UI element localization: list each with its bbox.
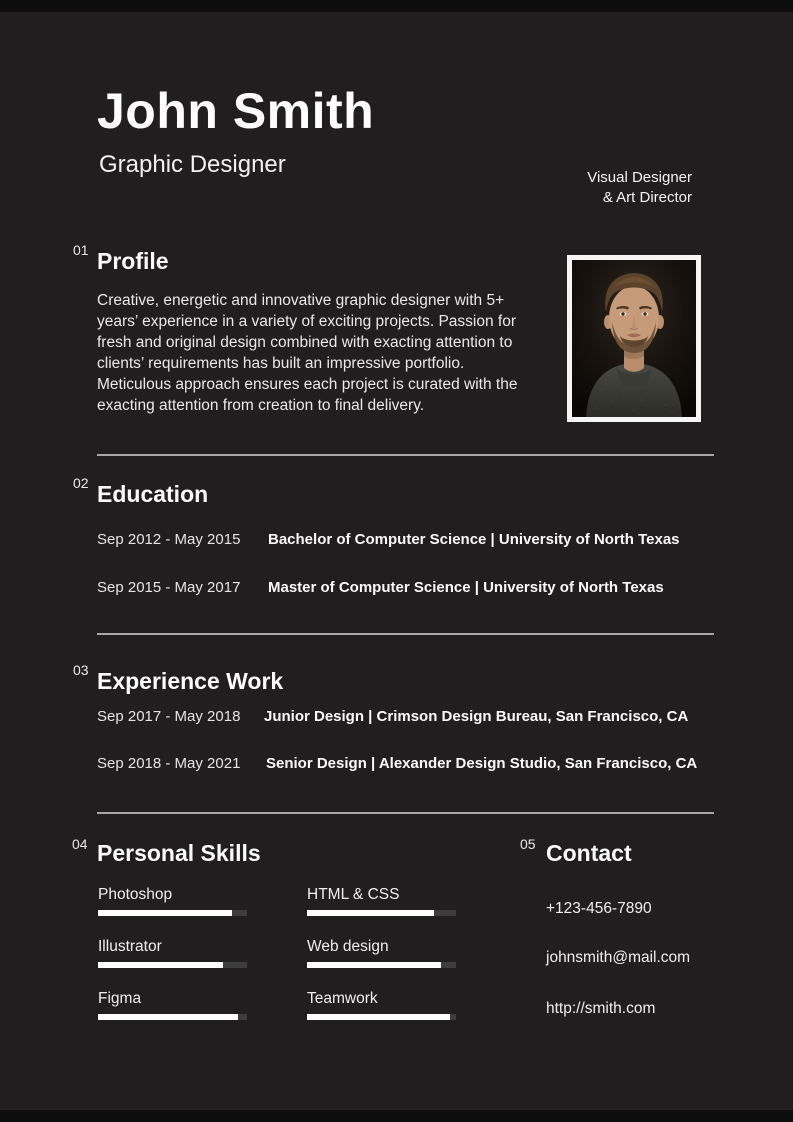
skill-bar: [98, 910, 247, 916]
education-row-detail: Bachelor of Computer Science | University of North Texas: [268, 531, 680, 548]
skills-section-number: 04: [72, 836, 88, 852]
experience-section-number: 03: [73, 662, 89, 678]
skill-bar: [98, 962, 247, 968]
skills-heading: Personal Skills: [97, 840, 261, 866]
skill-bar-fill: [98, 1014, 238, 1020]
side-title-line2: & Art Director: [602, 189, 692, 206]
skill-bar: [307, 910, 456, 916]
contact-website[interactable]: http://smith.com: [546, 1000, 656, 1017]
skill-bar-fill: [307, 962, 441, 968]
portrait-photo-image: [572, 260, 696, 417]
contact-heading: Contact: [546, 840, 632, 866]
skill-label: Photoshop: [98, 886, 173, 903]
side-title-line1: Visual Designer: [587, 169, 692, 186]
experience-row-detail: Senior Design | Alexander Design Studio, San Francisco, CA: [266, 755, 698, 772]
skill-bar: [307, 1014, 456, 1020]
skill-bar: [98, 1014, 247, 1020]
contact-section-number: 05: [520, 836, 536, 852]
profile-heading: Profile: [97, 248, 169, 274]
skill-bar-fill: [98, 910, 232, 916]
divider-experience-skills: [97, 812, 714, 814]
person-name: John Smith: [97, 83, 375, 139]
skill-bar-fill: [307, 1014, 450, 1020]
skill-label: Figma: [98, 990, 142, 1007]
skill-bar-fill: [307, 910, 434, 916]
experience-heading: Experience Work: [97, 668, 284, 694]
education-heading: Education: [97, 481, 209, 507]
divider-profile-education: [97, 454, 714, 456]
top-edge-bar: [0, 0, 793, 12]
education-row-dates: Sep 2012 - May 2015: [97, 531, 241, 548]
side-title: [587, 168, 692, 208]
contact-email[interactable]: johnsmith@mail.com: [546, 949, 691, 966]
skill-label: Illustrator: [98, 938, 162, 955]
skill-label: Teamwork: [307, 990, 378, 1007]
skill-label: HTML & CSS: [307, 886, 400, 903]
profile-section-number: 01: [73, 242, 89, 258]
skill-label: Web design: [307, 938, 389, 955]
education-row-dates: Sep 2015 - May 2017: [97, 579, 241, 596]
contact-phone: +123-456-7890: [546, 900, 652, 917]
portrait-photo: [567, 255, 701, 422]
bottom-edge-bar: [0, 1110, 793, 1122]
education-row-detail: Master of Computer Science | University of North Texas: [268, 579, 664, 596]
divider-education-experience: [97, 633, 714, 635]
job-title: Graphic Designer: [99, 151, 286, 178]
experience-row-dates: Sep 2018 - May 2021: [97, 755, 241, 772]
skill-bar-fill: [98, 962, 223, 968]
experience-row-dates: Sep 2017 - May 2018: [97, 708, 241, 725]
experience-row-detail: Junior Design | Crimson Design Bureau, San Francisco, CA: [264, 708, 689, 725]
profile-text: Creative, energetic and innovative graphic designer with 5+ years’ experience in a variety of exciting projects. Passion for fresh and original design combined with exacting attention to clients’ requirements has built an impressive portfolio. Meticulous approach ensures each project is curated with the exacting attention from creation to final delivery.: [97, 292, 518, 414]
education-section-number: 02: [73, 475, 89, 491]
skill-bar: [307, 962, 456, 968]
